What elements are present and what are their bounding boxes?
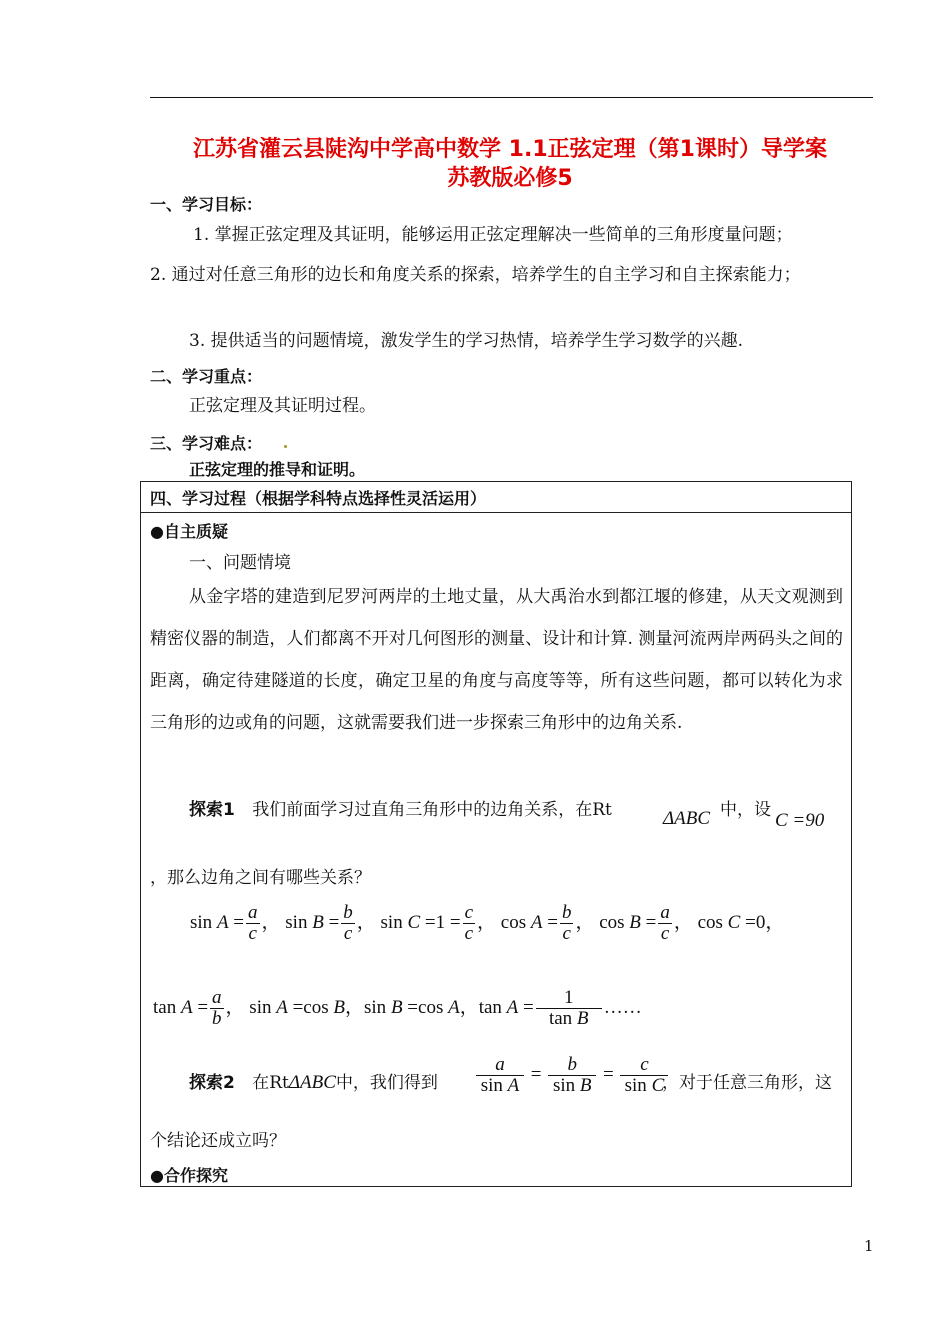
explore1-triangle: ΔABC	[663, 808, 711, 829]
header-rule	[150, 97, 873, 98]
section3-heading: 三、学习难点：	[150, 434, 263, 453]
page-number: 1	[864, 1237, 874, 1255]
section2-heading: 二、学习重点：	[150, 367, 263, 386]
goal-item-2: 2. 通过对任意三角形的边长和角度关系的探索，培养学生的自主学习和自主探索能力；	[150, 265, 801, 285]
explore2-triangle: ΔABC	[288, 1072, 336, 1093]
zizhu-heading: ●自主质疑	[150, 522, 228, 541]
section3-content: 正弦定理的推导和证明。	[189, 460, 366, 479]
formula-row-1: sin A = $\frac{a}{c}$ ， sin B = $\frac{b}{c}$ ， sin C =1 = $\frac{c}{c}$ ， cos A = $\frac{b}{c}$ ， cos B = $\frac{a}{c}$ ， cos C =0，	[190, 902, 785, 944]
explore2-text1: 在Rt	[252, 1073, 289, 1093]
problem-paragraph: 从金字塔的建造到尼罗河两岸的土地丈量，从大禹治水到都江堰的修建，从天文观测到精密仪器的制造，人们都离不开对几何图形的测量、设计和计算. 测量河流两岸两码头之间的距离，确定待建隧道的长度，确定卫星的角度与高度等等，所有这些问题，都可以转化为求三角形的边或角的问题，这就需要我们进一步探索三角形中的边角关系.	[150, 587, 843, 733]
explore1-tail: ，那么边角之间有哪些关系？	[150, 868, 371, 888]
doc-title-line2: 苏教版必修5	[447, 166, 573, 191]
explore2-line	[189, 1068, 438, 1094]
sine-law-formula: $\frac{a}{\text{sin A}}$ = $\frac{b}{\text{sin B}}$ = $\frac{c}{\text{sin C}}$	[474, 1055, 670, 1096]
section2-content: 正弦定理及其证明过程。	[189, 396, 376, 416]
doc-title-line1: 江苏省灌云县陡沟中学高中数学 1.1正弦定理（第1课时）导学案	[193, 137, 827, 162]
explore2-text3: ，对于任意三角形，这	[662, 1073, 832, 1093]
explore1-angle: C =90	[775, 810, 825, 831]
goal-item-1: 1. 掌握正弦定理及其证明，能够运用正弦定理解决一些简单的三角形度量问题；	[193, 225, 793, 245]
stray-dot	[284, 445, 287, 448]
table-separator	[141, 512, 851, 513]
explore2-tail: 个结论还成立吗？	[150, 1131, 286, 1151]
explore1-line	[189, 795, 612, 820]
section1-heading: 一、学习目标：	[150, 195, 263, 214]
hezuo-heading: ●合作探究	[150, 1166, 228, 1185]
explore2-label: 探索2	[189, 1073, 235, 1093]
explore2-text2: 中，我们得到	[335, 1073, 438, 1093]
table-header: 四、学习过程（根据学科特点选择性灵活运用）	[150, 489, 487, 508]
explore1-label: 探索1	[189, 800, 235, 820]
formula-row-2: tan A = $\frac{a}{b}$ ， sin A =cos B，sin B =cos A，tan A = $\frac{1}{\text{tan B}}$ ……	[153, 987, 642, 1029]
sub-heading: 一、问题情境	[189, 553, 291, 573]
goal-item-3: 3. 提供适当的问题情境，激发学生的学习热情，培养学生学习数学的兴趣.	[189, 331, 744, 351]
explore1-text: 我们前面学习过直角三角形中的边角关系，在Rt	[252, 800, 612, 820]
explore1-mid: 中，设	[720, 800, 771, 820]
